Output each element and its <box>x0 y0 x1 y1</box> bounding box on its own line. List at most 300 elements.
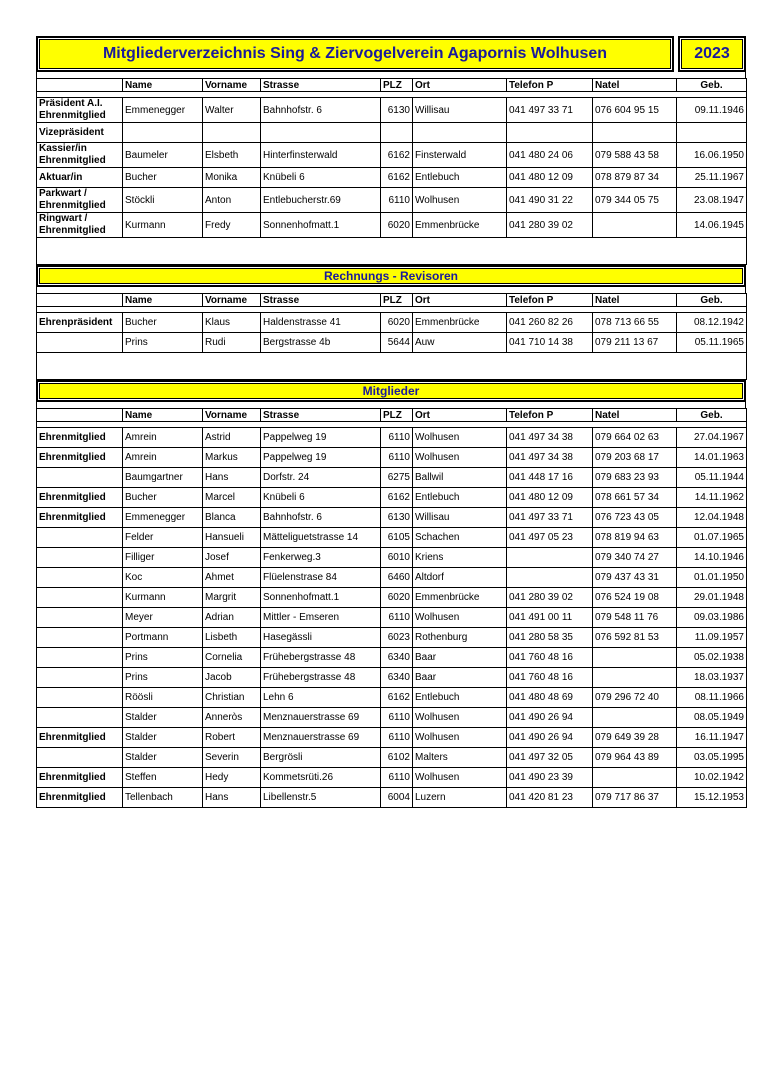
cell-geb: 05.11.1944 <box>677 468 747 488</box>
cell-ort: Wolhusen <box>413 708 507 728</box>
cell-strasse: Flüelenstrase 84 <box>261 568 381 588</box>
cell-plz: 6110 <box>381 448 413 468</box>
cell-natel: 079 664 02 63 <box>593 428 677 448</box>
cell-geb: 14.01.1963 <box>677 448 747 468</box>
cell-name: Steffen <box>123 768 203 788</box>
cell-name: Koc <box>123 568 203 588</box>
cell-role: Kassier/in Ehrenmitglied <box>37 143 123 168</box>
col-header-ort: Ort <box>413 409 507 422</box>
cell-telefon: 041 280 58 35 <box>507 628 593 648</box>
cell-strasse: Fenkerweg.3 <box>261 548 381 568</box>
table-row <box>37 588 747 608</box>
cell-geb: 18.03.1937 <box>677 668 747 688</box>
cell-ort: Wolhusen <box>413 188 507 213</box>
col-header-natel: Natel <box>593 294 677 307</box>
cell-telefon: 041 497 05 23 <box>507 528 593 548</box>
cell-strasse: Pappelweg 19 <box>261 448 381 468</box>
cell-plz: 6020 <box>381 213 413 238</box>
cell-role: Ehrenmitglied <box>37 768 123 788</box>
cell-natel <box>593 648 677 668</box>
header-row <box>37 294 747 307</box>
table-row <box>37 98 747 123</box>
col-header-name: Name <box>123 79 203 92</box>
cell-plz: 6162 <box>381 143 413 168</box>
cell-telefon: 041 497 33 71 <box>507 508 593 528</box>
cell-name: Prins <box>123 333 203 353</box>
cell-telefon: 041 497 34 38 <box>507 428 593 448</box>
cell-vorname: Markus <box>203 448 261 468</box>
cell-vorname: Hans <box>203 468 261 488</box>
cell-plz: 6340 <box>381 668 413 688</box>
cell-strasse: Knübeli 6 <box>261 488 381 508</box>
cell-role <box>37 648 123 668</box>
table-row <box>37 448 747 468</box>
cell-ort: Baar <box>413 648 507 668</box>
cell-strasse: Mittler - Emseren <box>261 608 381 628</box>
col-header-name: Name <box>123 409 203 422</box>
cell-strasse: Frühebergstrasse 48 <box>261 648 381 668</box>
cell-natel: 079 203 68 17 <box>593 448 677 468</box>
cell-vorname: Marcel <box>203 488 261 508</box>
cell-strasse: Sonnenhofmatt.1 <box>261 588 381 608</box>
cell-strasse: Bergstrasse 4b <box>261 333 381 353</box>
cell-natel <box>593 668 677 688</box>
cell-name: Kurmann <box>123 588 203 608</box>
cell-vorname: Christian <box>203 688 261 708</box>
cell-plz: 6105 <box>381 528 413 548</box>
cell-telefon: 041 480 12 09 <box>507 488 593 508</box>
table-row <box>37 188 747 213</box>
table-row <box>37 628 747 648</box>
cell-name: Stöckli <box>123 188 203 213</box>
col-header-vorname: Vorname <box>203 79 261 92</box>
table-row <box>37 568 747 588</box>
table-row <box>37 123 747 143</box>
cell-plz: 6110 <box>381 428 413 448</box>
cell-geb: 27.04.1967 <box>677 428 747 448</box>
cell-plz: 6110 <box>381 608 413 628</box>
cell-name: Amrein <box>123 448 203 468</box>
cell-natel: 079 588 43 58 <box>593 143 677 168</box>
cell-plz: 6162 <box>381 688 413 708</box>
cell-natel: 079 683 23 93 <box>593 468 677 488</box>
cell-telefon: 041 497 32 05 <box>507 748 593 768</box>
cell-geb: 08.11.1966 <box>677 688 747 708</box>
cell-telefon: 041 490 26 94 <box>507 728 593 748</box>
cell-role: Ringwart / Ehrenmitglied <box>37 213 123 238</box>
cell-ort: Malters <box>413 748 507 768</box>
cell-vorname: Astrid <box>203 428 261 448</box>
spacer-cell <box>37 238 747 265</box>
cell-geb: 12.04.1948 <box>677 508 747 528</box>
cell-vorname: Blanca <box>203 508 261 528</box>
cell-telefon <box>507 568 593 588</box>
table-row <box>37 768 747 788</box>
col-header-geb: Geb. <box>677 79 747 92</box>
col-header-geb: Geb. <box>677 294 747 307</box>
cell-ort: Altdorf <box>413 568 507 588</box>
col-header-geb: Geb. <box>677 409 747 422</box>
header-row <box>37 79 747 92</box>
cell-vorname: Josef <box>203 548 261 568</box>
cell-telefon: 041 497 34 38 <box>507 448 593 468</box>
cell-geb: 01.01.1950 <box>677 568 747 588</box>
cell-role <box>37 568 123 588</box>
cell-role <box>37 668 123 688</box>
cell-geb: 14.06.1945 <box>677 213 747 238</box>
col-header-vorname: Vorname <box>203 409 261 422</box>
revisoren-table <box>36 293 747 380</box>
cell-vorname: Lisbeth <box>203 628 261 648</box>
cell-geb: 05.02.1938 <box>677 648 747 668</box>
cell-natel: 079 964 43 89 <box>593 748 677 768</box>
cell-plz: 6020 <box>381 313 413 333</box>
cell-geb: 16.11.1947 <box>677 728 747 748</box>
cell-name: Baumgartner <box>123 468 203 488</box>
cell-plz: 6130 <box>381 98 413 123</box>
cell-plz: 6110 <box>381 708 413 728</box>
table-row <box>37 748 747 768</box>
cell-strasse <box>261 123 381 143</box>
cell-ort: Wolhusen <box>413 428 507 448</box>
cell-role <box>37 608 123 628</box>
cell-natel: 076 604 95 15 <box>593 98 677 123</box>
cell-name: Meyer <box>123 608 203 628</box>
cell-natel: 079 296 72 40 <box>593 688 677 708</box>
cell-ort: Wolhusen <box>413 448 507 468</box>
cell-name: Felder <box>123 528 203 548</box>
cell-role: Ehrenmitglied <box>37 488 123 508</box>
cell-natel: 079 437 43 31 <box>593 568 677 588</box>
cell-ort: Finsterwald <box>413 143 507 168</box>
cell-ort: Emmenbrücke <box>413 213 507 238</box>
cell-name: Kurmann <box>123 213 203 238</box>
table-row <box>37 143 747 168</box>
cell-telefon: 041 448 17 16 <box>507 468 593 488</box>
cell-ort: Entlebuch <box>413 168 507 188</box>
cell-natel <box>593 123 677 143</box>
cell-role <box>37 528 123 548</box>
cell-geb: 09.11.1946 <box>677 98 747 123</box>
cell-ort: Emmenbrücke <box>413 313 507 333</box>
cell-ort: Emmenbrücke <box>413 588 507 608</box>
cell-strasse: Bahnhofstr. 6 <box>261 98 381 123</box>
cell-geb: 25.11.1967 <box>677 168 747 188</box>
cell-plz: 6110 <box>381 188 413 213</box>
cell-natel: 078 879 87 34 <box>593 168 677 188</box>
table-row <box>37 333 747 353</box>
table-row <box>37 488 747 508</box>
cell-strasse: Menznauerstrasse 69 <box>261 728 381 748</box>
cell-natel: 079 344 05 75 <box>593 188 677 213</box>
cell-geb: 03.05.1995 <box>677 748 747 768</box>
cell-vorname: Anneròs <box>203 708 261 728</box>
cell-plz: 6460 <box>381 568 413 588</box>
cell-ort: Willisau <box>413 98 507 123</box>
cell-vorname: Ahmet <box>203 568 261 588</box>
cell-role: Ehrenmitglied <box>37 428 123 448</box>
cell-telefon: 041 490 26 94 <box>507 708 593 728</box>
cell-plz: 6110 <box>381 728 413 748</box>
cell-plz: 6162 <box>381 168 413 188</box>
cell-role: Ehrenmitglied <box>37 448 123 468</box>
table-row <box>37 608 747 628</box>
col-header-plz: PLZ <box>381 409 413 422</box>
cell-name: Stalder <box>123 728 203 748</box>
col-header-natel: Natel <box>593 79 677 92</box>
cell-vorname: Elsbeth <box>203 143 261 168</box>
cell-name <box>123 123 203 143</box>
cell-telefon: 041 490 23 39 <box>507 768 593 788</box>
cell-role: Ehrenmitglied <box>37 508 123 528</box>
table-row <box>37 668 747 688</box>
cell-geb: 15.12.1953 <box>677 788 747 808</box>
cell-natel: 076 723 43 05 <box>593 508 677 528</box>
cell-ort: Wolhusen <box>413 608 507 628</box>
revisoren-title: Rechnungs - Revisoren <box>36 265 746 287</box>
cell-natel <box>593 708 677 728</box>
cell-vorname: Fredy <box>203 213 261 238</box>
cell-ort: Rothenburg <box>413 628 507 648</box>
cell-vorname: Cornelia <box>203 648 261 668</box>
cell-name: Emmenegger <box>123 508 203 528</box>
cell-vorname: Klaus <box>203 313 261 333</box>
cell-telefon: 041 280 39 02 <box>507 588 593 608</box>
table-row <box>37 508 747 528</box>
cell-plz: 6275 <box>381 468 413 488</box>
cell-vorname: Severin <box>203 748 261 768</box>
col-header-role <box>37 409 123 422</box>
table-row <box>37 313 747 333</box>
cell-plz: 6020 <box>381 588 413 608</box>
cell-strasse: Hinterfinsterwald <box>261 143 381 168</box>
cell-geb: 01.07.1965 <box>677 528 747 548</box>
cell-vorname: Jacob <box>203 668 261 688</box>
col-header-telefon: Telefon P <box>507 409 593 422</box>
cell-natel: 076 524 19 08 <box>593 588 677 608</box>
title-row <box>36 36 746 72</box>
cell-plz: 5644 <box>381 333 413 353</box>
cell-natel: 078 819 94 63 <box>593 528 677 548</box>
cell-geb: 16.06.1950 <box>677 143 747 168</box>
cell-vorname: Robert <box>203 728 261 748</box>
cell-geb: 23.08.1947 <box>677 188 747 213</box>
cell-role: Vizepräsident <box>37 123 123 143</box>
cell-telefon <box>507 548 593 568</box>
cell-role <box>37 468 123 488</box>
col-header-name: Name <box>123 294 203 307</box>
cell-natel: 079 717 86 37 <box>593 788 677 808</box>
cell-vorname: Hedy <box>203 768 261 788</box>
col-header-role <box>37 79 123 92</box>
col-header-vorname: Vorname <box>203 294 261 307</box>
cell-telefon: 041 260 82 26 <box>507 313 593 333</box>
cell-name: Tellenbach <box>123 788 203 808</box>
cell-strasse: Mätteliguetstrasse 14 <box>261 528 381 548</box>
cell-geb: 10.02.1942 <box>677 768 747 788</box>
cell-natel: 079 211 13 67 <box>593 333 677 353</box>
cell-natel: 076 592 81 53 <box>593 628 677 648</box>
page-title: Mitgliederverzeichnis Sing & Ziervogelverein Agapornis Wolhusen <box>36 36 674 72</box>
cell-name: Bucher <box>123 488 203 508</box>
col-header-role <box>37 294 123 307</box>
cell-natel <box>593 213 677 238</box>
cell-vorname <box>203 123 261 143</box>
cell-telefon: 041 497 33 71 <box>507 98 593 123</box>
member-directory-sheet <box>36 36 746 808</box>
cell-role: Ehrenmitglied <box>37 728 123 748</box>
cell-telefon <box>507 123 593 143</box>
col-header-telefon: Telefon P <box>507 79 593 92</box>
spacer-cell <box>37 353 747 380</box>
cell-ort: Ballwil <box>413 468 507 488</box>
vorstand-table <box>36 78 747 265</box>
cell-vorname: Rudi <box>203 333 261 353</box>
cell-name: Bucher <box>123 168 203 188</box>
table-row <box>37 788 747 808</box>
cell-strasse: Entlebucherstr.69 <box>261 188 381 213</box>
cell-telefon: 041 480 48 69 <box>507 688 593 708</box>
table-row <box>37 548 747 568</box>
cell-plz: 6023 <box>381 628 413 648</box>
revisoren-body <box>37 307 747 380</box>
table-row <box>37 728 747 748</box>
col-header-plz: PLZ <box>381 79 413 92</box>
cell-role: Aktuar/in <box>37 168 123 188</box>
cell-plz: 6010 <box>381 548 413 568</box>
col-header-natel: Natel <box>593 409 677 422</box>
col-header-ort: Ort <box>413 294 507 307</box>
cell-telefon: 041 280 39 02 <box>507 213 593 238</box>
cell-strasse: Kommetsrüti.26 <box>261 768 381 788</box>
cell-role <box>37 333 123 353</box>
cell-role <box>37 628 123 648</box>
col-header-strasse: Strasse <box>261 79 381 92</box>
cell-strasse: Hasegässli <box>261 628 381 648</box>
cell-plz: 6004 <box>381 788 413 808</box>
cell-vorname: Monika <box>203 168 261 188</box>
cell-strasse: Frühebergstrasse 48 <box>261 668 381 688</box>
cell-vorname: Margrit <box>203 588 261 608</box>
cell-geb: 08.05.1949 <box>677 708 747 728</box>
cell-natel: 079 548 11 76 <box>593 608 677 628</box>
header-row <box>37 409 747 422</box>
col-header-ort: Ort <box>413 79 507 92</box>
cell-ort: Entlebuch <box>413 488 507 508</box>
cell-role: Ehrenpräsident <box>37 313 123 333</box>
table-row <box>37 428 747 448</box>
cell-telefon: 041 490 31 22 <box>507 188 593 213</box>
cell-geb: 11.09.1957 <box>677 628 747 648</box>
cell-geb: 14.11.1962 <box>677 488 747 508</box>
cell-natel: 078 661 57 34 <box>593 488 677 508</box>
table-row <box>37 168 747 188</box>
cell-name: Emmenegger <box>123 98 203 123</box>
cell-role <box>37 548 123 568</box>
cell-name: Prins <box>123 648 203 668</box>
cell-vorname: Walter <box>203 98 261 123</box>
cell-ort: Auw <box>413 333 507 353</box>
cell-geb: 29.01.1948 <box>677 588 747 608</box>
cell-natel <box>593 768 677 788</box>
col-header-strasse: Strasse <box>261 294 381 307</box>
cell-name: Portmann <box>123 628 203 648</box>
cell-name: Baumeler <box>123 143 203 168</box>
table-row <box>37 708 747 728</box>
cell-plz: 6110 <box>381 768 413 788</box>
col-header-plz: PLZ <box>381 294 413 307</box>
cell-strasse: Bergrösli <box>261 748 381 768</box>
cell-strasse: Dorfstr. 24 <box>261 468 381 488</box>
cell-role: Ehrenmitglied <box>37 788 123 808</box>
cell-geb: 05.11.1965 <box>677 333 747 353</box>
table-row <box>37 688 747 708</box>
cell-strasse: Libellenstr.5 <box>261 788 381 808</box>
cell-name: Prins <box>123 668 203 688</box>
mitglieder-title: Mitglieder <box>36 380 746 402</box>
col-header-strasse: Strasse <box>261 409 381 422</box>
cell-geb: 08.12.1942 <box>677 313 747 333</box>
cell-vorname: Hansueli <box>203 528 261 548</box>
cell-role: Parkwart / Ehrenmitglied <box>37 188 123 213</box>
cell-vorname: Adrian <box>203 608 261 628</box>
cell-telefon: 041 760 48 16 <box>507 668 593 688</box>
cell-ort: Wolhusen <box>413 768 507 788</box>
spacer-row <box>37 238 747 265</box>
table-row <box>37 468 747 488</box>
cell-geb <box>677 123 747 143</box>
cell-role <box>37 748 123 768</box>
cell-telefon: 041 480 12 09 <box>507 168 593 188</box>
cell-natel: 078 713 66 55 <box>593 313 677 333</box>
cell-plz: 6162 <box>381 488 413 508</box>
cell-ort: Wolhusen <box>413 728 507 748</box>
cell-strasse: Knübeli 6 <box>261 168 381 188</box>
cell-strasse: Haldenstrasse 41 <box>261 313 381 333</box>
cell-ort: Entlebuch <box>413 688 507 708</box>
cell-strasse: Pappelweg 19 <box>261 428 381 448</box>
cell-telefon: 041 420 81 23 <box>507 788 593 808</box>
cell-telefon: 041 710 14 38 <box>507 333 593 353</box>
table-row <box>37 213 747 238</box>
cell-name: Bucher <box>123 313 203 333</box>
cell-telefon: 041 491 00 11 <box>507 608 593 628</box>
cell-strasse: Menznauerstrasse 69 <box>261 708 381 728</box>
mitglieder-table <box>36 408 747 808</box>
col-header-telefon: Telefon P <box>507 294 593 307</box>
cell-natel: 079 340 74 27 <box>593 548 677 568</box>
vorstand-body <box>37 92 747 265</box>
cell-ort: Schachen <box>413 528 507 548</box>
cell-ort: Baar <box>413 668 507 688</box>
table-row <box>37 528 747 548</box>
cell-role <box>37 688 123 708</box>
cell-geb: 14.10.1946 <box>677 548 747 568</box>
cell-telefon: 041 760 48 16 <box>507 648 593 668</box>
spacer-row <box>37 353 747 380</box>
cell-ort: Willisau <box>413 508 507 528</box>
cell-telefon: 041 480 24 06 <box>507 143 593 168</box>
cell-role: Präsident A.I. Ehrenmitglied <box>37 98 123 123</box>
cell-plz: 6130 <box>381 508 413 528</box>
mitglieder-body <box>37 422 747 808</box>
cell-ort: Kriens <box>413 548 507 568</box>
cell-name: Stalder <box>123 748 203 768</box>
cell-ort <box>413 123 507 143</box>
cell-role <box>37 708 123 728</box>
cell-plz <box>381 123 413 143</box>
table-row <box>37 648 747 668</box>
